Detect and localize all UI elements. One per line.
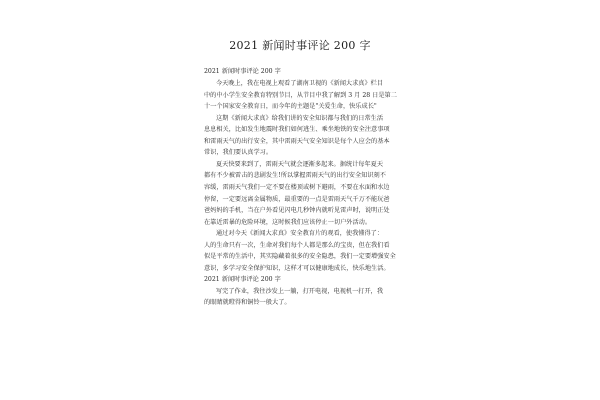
document-title: 2021 新闻时事评论 200 字: [229, 39, 371, 52]
paragraph-line: 在靠近雷暴的危险环境，这时候我们应该停止一切户外活动。: [204, 218, 372, 226]
paragraph-line: 和雷雨天气的出行安全，其中雷雨天气安全知识是每个人应会的基本: [204, 137, 390, 145]
paragraph-line: 中的中小学生安全教育特别节目，从节目中我了解到 3 月 28 日是第二: [204, 91, 397, 99]
subheading: 2021 新闻时事评论 200 字: [204, 68, 281, 75]
paragraph-line: 息息相关，比如发生地震时我们如何逃生、乘坐地铁的安全注意事项: [204, 126, 390, 134]
paragraph-line: 都有不少被雷击的悲剧发生!所以掌握雷雨天气的出行安全知识刻不: [204, 172, 386, 180]
paragraph-line: 通过对今天《新闻大求真》安全教育片的观看，使我懂得了：: [216, 230, 384, 238]
document-body: [204, 66, 414, 309]
paragraph-line: 爸妈妈的手机，当在户外看见闪电几秒钟内就听见雷声时，说明正处: [204, 207, 390, 215]
paragraph-line: 似是平常的生活中，其实隐藏着很多的安全隐患，我们一定要增强安全: [204, 253, 396, 261]
paragraph-line: 十一个国家安全教育日，而今年的主题是"关爱生命，快乐成长": [204, 103, 377, 111]
paragraph-line: 这期《新闻大求真》给我们讲的安全知识都与我们的日常生活: [216, 114, 384, 122]
subheading: 2021 新闻时事评论 200 字: [204, 276, 281, 284]
paragraph-line: 人的生命只有一次，生命对我们每个人都是那么的宝贵，但在我们看: [204, 241, 390, 249]
paragraph-line: 今天晚上，我在电视上观看了湖南卫视的《新闻大求真》栏目: [216, 80, 384, 88]
paragraph-line: 的眼睛就瞪得和铜铃一般大了。: [204, 299, 291, 307]
paragraph-line: 常识，我们要认真学习。: [204, 149, 273, 157]
paragraph-line: 停留，一定要远离金属物质，最重要的一点是雷雨天气千万不能玩爸: [204, 195, 390, 203]
paragraph-line: 容缓，雷雨天气我们一定不要在楼顶或树下避雨，不要在水面和水边: [204, 183, 390, 191]
paragraph-line: 夏天快要来到了，雷雨天气就会逐渐多起来。据统计每年夏天: [216, 160, 384, 168]
paragraph-line: 写完了作业，我往沙发上一躺，打开电视，电视机一打开，我: [216, 287, 384, 295]
paragraph-line: 意识，多学习安全保护知识，这样才可以健康地成长，快乐地生活。: [204, 264, 390, 272]
